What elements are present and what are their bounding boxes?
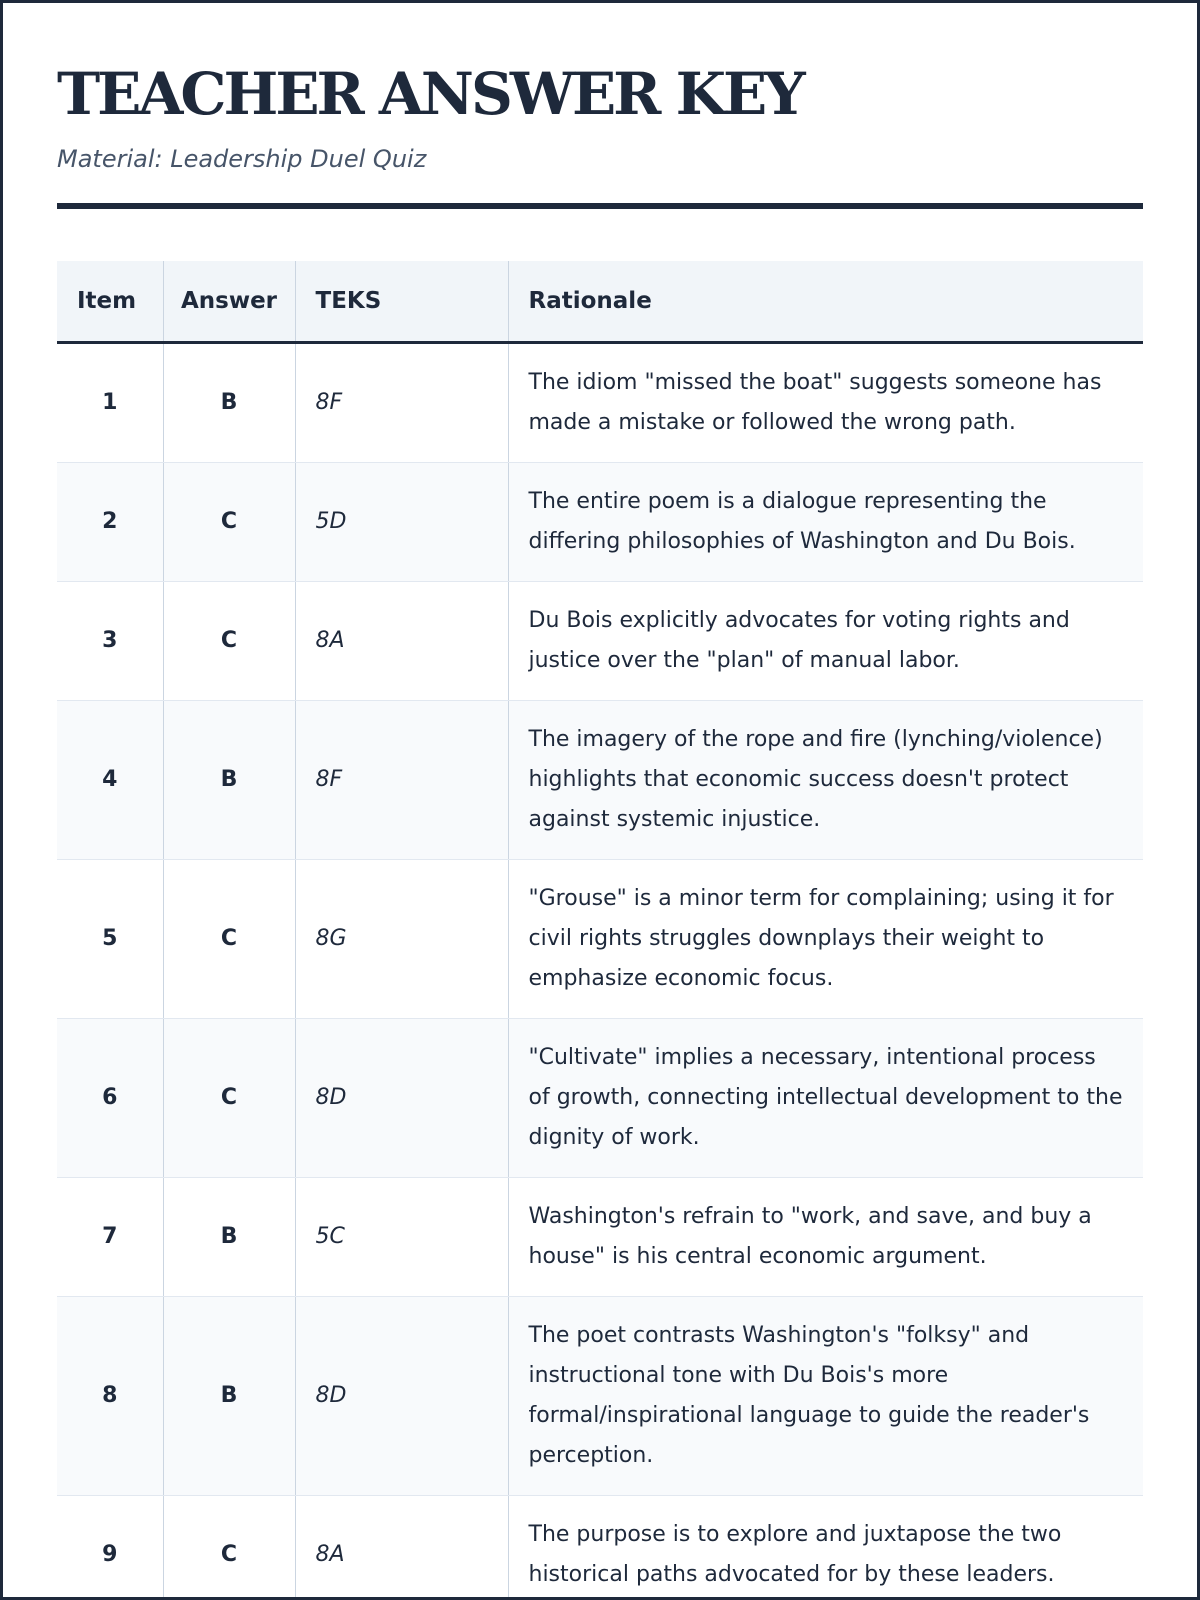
item-number: 3 xyxy=(57,581,163,700)
rationale-text: The purpose is to explore and juxtapose the two historical paths advocated for by these leaders. xyxy=(508,1495,1143,1600)
material-subtitle: Material: Leadership Duel Quiz xyxy=(57,144,427,173)
rationale-text: "Grouse" is a minor term for complaining; using it for civil rights struggles downplays their weight to emphasize economic focus. xyxy=(508,859,1143,1018)
teks-code: 8A xyxy=(295,581,508,700)
teks-code: 8F xyxy=(295,342,508,462)
column-header-answer: Answer xyxy=(163,261,295,343)
item-number: 8 xyxy=(57,1296,163,1495)
column-header-teks: TEKS xyxy=(295,261,508,343)
item-number: 7 xyxy=(57,1177,163,1296)
answer-key-table xyxy=(57,261,1143,1600)
table-row xyxy=(57,1018,1143,1177)
item-number: 5 xyxy=(57,859,163,1018)
answer-letter: B xyxy=(163,1177,295,1296)
table-row xyxy=(57,1177,1143,1296)
teks-code: 8D xyxy=(295,1018,508,1177)
table-row xyxy=(57,1495,1143,1600)
rationale-text: Washington's refrain to "work, and save, and buy a house" is his central economic argument. xyxy=(508,1177,1143,1296)
item-number: 1 xyxy=(57,342,163,462)
answer-letter: B xyxy=(163,1296,295,1495)
column-header-rationale: Rationale xyxy=(508,261,1143,343)
header-row xyxy=(57,261,1143,343)
table-row xyxy=(57,859,1143,1018)
column-header-item: Item xyxy=(57,261,163,343)
teks-code: 8G xyxy=(295,859,508,1018)
rationale-text: The entire poem is a dialogue representing the differing philosophies of Washington and Du Bois. xyxy=(508,462,1143,581)
answer-letter: C xyxy=(163,581,295,700)
rationale-text: Du Bois explicitly advocates for voting rights and justice over the "plan" of manual labor. xyxy=(508,581,1143,700)
answer-letter: C xyxy=(163,462,295,581)
table-row xyxy=(57,342,1143,462)
answer-letter: C xyxy=(163,1018,295,1177)
table-body xyxy=(57,342,1143,1600)
rationale-text: The idiom "missed the boat" suggests someone has made a mistake or followed the wrong path. xyxy=(508,342,1143,462)
item-number: 6 xyxy=(57,1018,163,1177)
answer-letter: B xyxy=(163,342,295,462)
teks-code: 5D xyxy=(295,462,508,581)
table-row xyxy=(57,1296,1143,1495)
item-number: 9 xyxy=(57,1495,163,1600)
item-number: 4 xyxy=(57,700,163,859)
teks-code: 8F xyxy=(295,700,508,859)
title-divider xyxy=(57,203,1143,209)
page-title: TEACHER ANSWER KEY xyxy=(57,60,803,128)
answer-letter: B xyxy=(163,700,295,859)
rationale-text: The imagery of the rope and fire (lynching/violence) highlights that economic success doesn't protect against systemic injustice. xyxy=(508,700,1143,859)
teks-code: 8A xyxy=(295,1495,508,1600)
table-header xyxy=(57,261,1143,343)
table-row xyxy=(57,700,1143,859)
teks-code: 5C xyxy=(295,1177,508,1296)
item-number: 2 xyxy=(57,462,163,581)
teks-code: 8D xyxy=(295,1296,508,1495)
rationale-text: The poet contrasts Washington's "folksy" and instructional tone with Du Bois's more formal/inspirational language to guide the reader's perception. xyxy=(508,1296,1143,1495)
answer-letter: C xyxy=(163,1495,295,1600)
table-row xyxy=(57,581,1143,700)
answer-letter: C xyxy=(163,859,295,1018)
table-row xyxy=(57,462,1143,581)
rationale-text: "Cultivate" implies a necessary, intentional process of growth, connecting intellectual development to the dignity of work. xyxy=(508,1018,1143,1177)
